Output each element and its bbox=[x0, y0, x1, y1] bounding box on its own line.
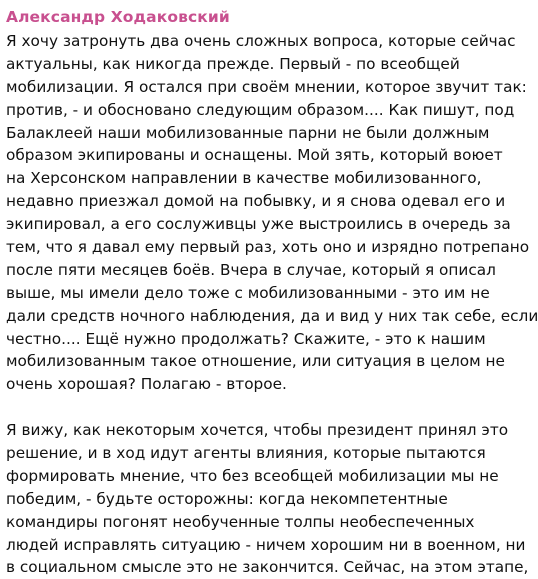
message-line: решение, и в ход идут агенты влияния, которые пытаются bbox=[6, 444, 486, 463]
message-line: образом экипированы и оснащены. Мой зять, который воюет bbox=[6, 146, 503, 165]
message-line: Балаклеей наши мобилизованные парни не были должным bbox=[6, 123, 490, 142]
message-line: выше, мы имели дело тоже с мобилизованными - это им не bbox=[6, 283, 490, 302]
message-line: людей исправлять ситуацию - ничем хорошим ни в военном, ни bbox=[6, 535, 526, 554]
message-line: против, - и обосновано следующим образом.... Как пишут, под bbox=[6, 100, 515, 119]
message-line: мобилизованным такое отношение, или ситуация в целом не bbox=[6, 352, 505, 371]
message-line: дали средств ночного наблюдения, да и вид у них так себе, если bbox=[6, 306, 538, 325]
message-line: победим, - будьте осторожны: когда некомпетентные bbox=[6, 489, 448, 508]
message-line: в социальном смысле это не закончится. Сейчас, на этом этапе, bbox=[6, 558, 529, 577]
message-line: недавно приезжал домой на побывку, и я снова одевал его и bbox=[6, 192, 506, 211]
message-line: Я хочу затронуть два очень сложных вопроса, которые сейчас bbox=[6, 32, 516, 50]
message-line: актуальны, как никогда прежде. Первый - по всеобщей bbox=[6, 54, 460, 73]
message-line: очень хорошая? Полагаю - второе. bbox=[6, 375, 287, 394]
message-line: формировать мнение, что без всеобщей мобилизации мы не bbox=[6, 466, 499, 485]
message-line: на Херсонском направлении в качестве мобилизованного, bbox=[6, 169, 482, 188]
message-line: после пяти месяцев боёв. Вчера в случае, который я описал bbox=[6, 260, 496, 279]
author-name[interactable]: Александр Ходаковский bbox=[6, 8, 230, 26]
message-line: мобилизации. Я остался при своём мнении, которое звучит так: bbox=[6, 77, 527, 96]
message-text bbox=[6, 30, 538, 579]
message-line: Я вижу, как некоторым хочется, чтобы президент принял это bbox=[6, 421, 509, 440]
message-line: экипировал, а его сослуживцы уже выстроились в очередь за bbox=[6, 215, 511, 234]
message-line: командиры погонят необученные толпы необеспеченных bbox=[6, 512, 475, 531]
message-line: тем, что я давал ему первый раз, хоть оно и изрядно потрепано bbox=[6, 238, 530, 257]
paragraph-gap bbox=[6, 396, 526, 419]
message-line: честно.... Ещё нужно продолжать? Скажите, - это к нашим bbox=[6, 329, 486, 348]
